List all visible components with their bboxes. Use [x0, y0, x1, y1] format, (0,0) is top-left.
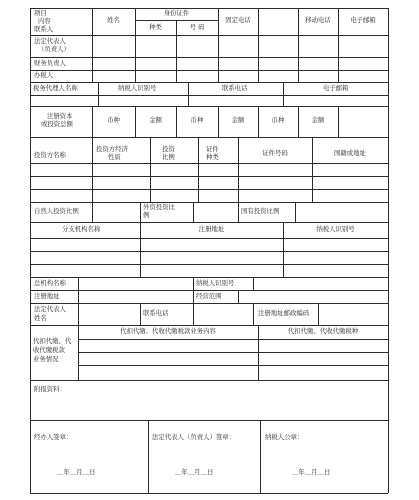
- capital-currency-2: 币种: [190, 116, 204, 124]
- rule: [188, 82, 189, 106]
- rule: [30, 8, 31, 493]
- header-content: 内容: [38, 17, 51, 25]
- natural-person-ratio-label: 自然人投资比例: [34, 207, 79, 215]
- header-email: 电子邮箱: [350, 16, 376, 24]
- rule: [30, 57, 388, 58]
- head-office-postcode-label: 注册地址邮政编码: [258, 309, 310, 317]
- head-office-phone-label: 联系电话: [143, 309, 169, 317]
- rule: [283, 82, 284, 106]
- state-owned-ratio-label: 国有投资比例: [241, 207, 280, 215]
- branch-taxpayer-id-label: 纳税人识别号: [316, 225, 355, 233]
- taxpayer-seal-label: 纳税人公章：: [265, 433, 304, 441]
- rule: [92, 202, 93, 222]
- rule: [140, 202, 141, 222]
- rule: [148, 420, 149, 493]
- header-id-type: 种类: [149, 23, 162, 31]
- rule: [338, 106, 339, 137]
- investor-nature-label: 投资方经济: [96, 145, 128, 153]
- investor-ratio-label: 投资: [162, 145, 175, 153]
- tax-agent-phone-label: 联系电话: [222, 84, 248, 92]
- rule: [193, 290, 194, 303]
- rule: [30, 290, 388, 291]
- rule: [30, 493, 388, 494]
- header-id-document: 身份证件: [163, 9, 190, 17]
- header-project: 项目: [34, 9, 47, 17]
- rule: [78, 290, 79, 303]
- withholding-label-sub1: 收代缴税款: [33, 346, 65, 354]
- rule: [30, 163, 388, 164]
- capital-amount-2: 金额: [231, 116, 245, 124]
- rule: [78, 352, 388, 353]
- header-contact-person: 联系人: [34, 25, 54, 33]
- rule: [30, 420, 388, 421]
- withholding-label-sub2: 业务情况: [33, 355, 59, 363]
- withholding-tax-type-label: 代扣代缴、代收代缴税种: [287, 327, 359, 335]
- rule: [30, 106, 388, 107]
- rule: [140, 303, 141, 325]
- rule: [30, 303, 388, 304]
- head-office-legal-rep-label: 法定代表人: [34, 305, 66, 313]
- rule: [78, 277, 79, 290]
- header-name: 姓名: [107, 16, 120, 24]
- capital-currency-1: 币种: [107, 116, 120, 124]
- rule: [78, 339, 388, 340]
- head-office-legal-rep-label-sub: 姓名: [34, 314, 47, 322]
- header-id-number: 号 码: [189, 23, 205, 31]
- withholding-content-label: 代扣代缴、代收代缴税款业务内容: [120, 327, 216, 335]
- tax-agent-id-label: 纳税人识别号: [118, 84, 157, 92]
- investor-doc-type-label: 证件: [206, 145, 219, 153]
- rule: [30, 264, 388, 265]
- foreign-ratio-label: 外资投资比: [143, 203, 175, 211]
- foreign-ratio-label-sub: 例: [143, 211, 150, 219]
- rule: [388, 8, 389, 493]
- investor-nature-label-sub: 性质: [108, 153, 121, 161]
- head-office-name-label: 总机构名称: [34, 279, 66, 287]
- taxpayer-date: ＿年＿月＿日: [292, 468, 331, 476]
- legal-rep-signature-label: 法定代表人（负责人）签章：: [152, 433, 236, 441]
- head-office-taxpayer-id-label: 纳税人识别号: [196, 279, 235, 287]
- rule: [150, 137, 151, 202]
- capital-currency-3: 币种: [271, 116, 285, 124]
- row-legal-rep-sub: （负责人）: [38, 45, 70, 53]
- head-office-scope-label: 经营范围: [196, 292, 222, 300]
- investor-nationality-label: 国籍或地址: [334, 149, 366, 157]
- rule: [30, 222, 388, 223]
- capital-amount-1: 金额: [149, 116, 162, 124]
- investor-ratio-label-sub: 比例: [162, 153, 175, 161]
- capital-amount-3: 金额: [311, 116, 325, 124]
- rule: [253, 277, 254, 290]
- rule: [253, 303, 254, 325]
- rule: [30, 35, 388, 36]
- rule: [30, 251, 388, 252]
- tax-agent-name-label: 税务代理人名称: [33, 84, 78, 92]
- rule: [98, 82, 99, 106]
- rule: [78, 303, 79, 325]
- rule: [30, 137, 388, 138]
- rule: [198, 137, 199, 202]
- head-office-address-label: 注册地址: [34, 292, 60, 300]
- rule: [30, 238, 388, 239]
- row-legal-rep: 法定代表人: [34, 37, 66, 45]
- investor-name-label: 投资方名称: [34, 151, 66, 159]
- attachments-label: 附报资料：: [34, 385, 66, 393]
- branch-address-label: 注册地址: [198, 225, 225, 233]
- rule: [238, 137, 239, 202]
- rule: [30, 82, 388, 83]
- handler-signature-label: 经办人签章：: [34, 433, 73, 441]
- investor-doc-type-label-sub: 种类: [206, 153, 219, 161]
- rule: [30, 95, 388, 96]
- rule: [238, 290, 239, 303]
- rule: [30, 380, 388, 381]
- withholding-label: 代扣代缴、代: [33, 337, 72, 345]
- handler-date: ＿年＿月＿日: [57, 468, 96, 476]
- rule: [193, 277, 194, 290]
- rule: [30, 176, 388, 177]
- header-mobile: 移动电话: [305, 16, 331, 24]
- rule: [92, 137, 93, 202]
- rule: [78, 365, 388, 366]
- rule: [312, 137, 313, 202]
- tax-agent-email-label: 电子邮箱: [323, 84, 349, 92]
- rule: [193, 202, 194, 222]
- capital-label-sub: 或投资总额: [41, 120, 73, 128]
- rule: [238, 202, 239, 222]
- legal-rep-date: ＿年＿月＿日: [175, 468, 214, 476]
- rule: [135, 8, 136, 82]
- investor-doc-number-label: 证件号码: [262, 149, 288, 157]
- header-landline: 固定电话: [225, 16, 251, 24]
- rule: [295, 202, 296, 222]
- rule: [30, 8, 388, 9]
- rule: [260, 420, 261, 493]
- branch-name-label: 分支机构名称: [62, 225, 101, 233]
- rule: [30, 189, 388, 190]
- rule: [30, 70, 388, 71]
- rule: [30, 202, 388, 203]
- row-handler: 办税人: [34, 71, 54, 79]
- rule: [318, 303, 319, 325]
- rule: [258, 8, 259, 82]
- capital-label: 注册资本: [47, 112, 73, 120]
- rule: [30, 277, 388, 278]
- row-finance-head: 财务负责人: [34, 59, 66, 67]
- rule: [193, 303, 194, 325]
- rule: [30, 325, 388, 326]
